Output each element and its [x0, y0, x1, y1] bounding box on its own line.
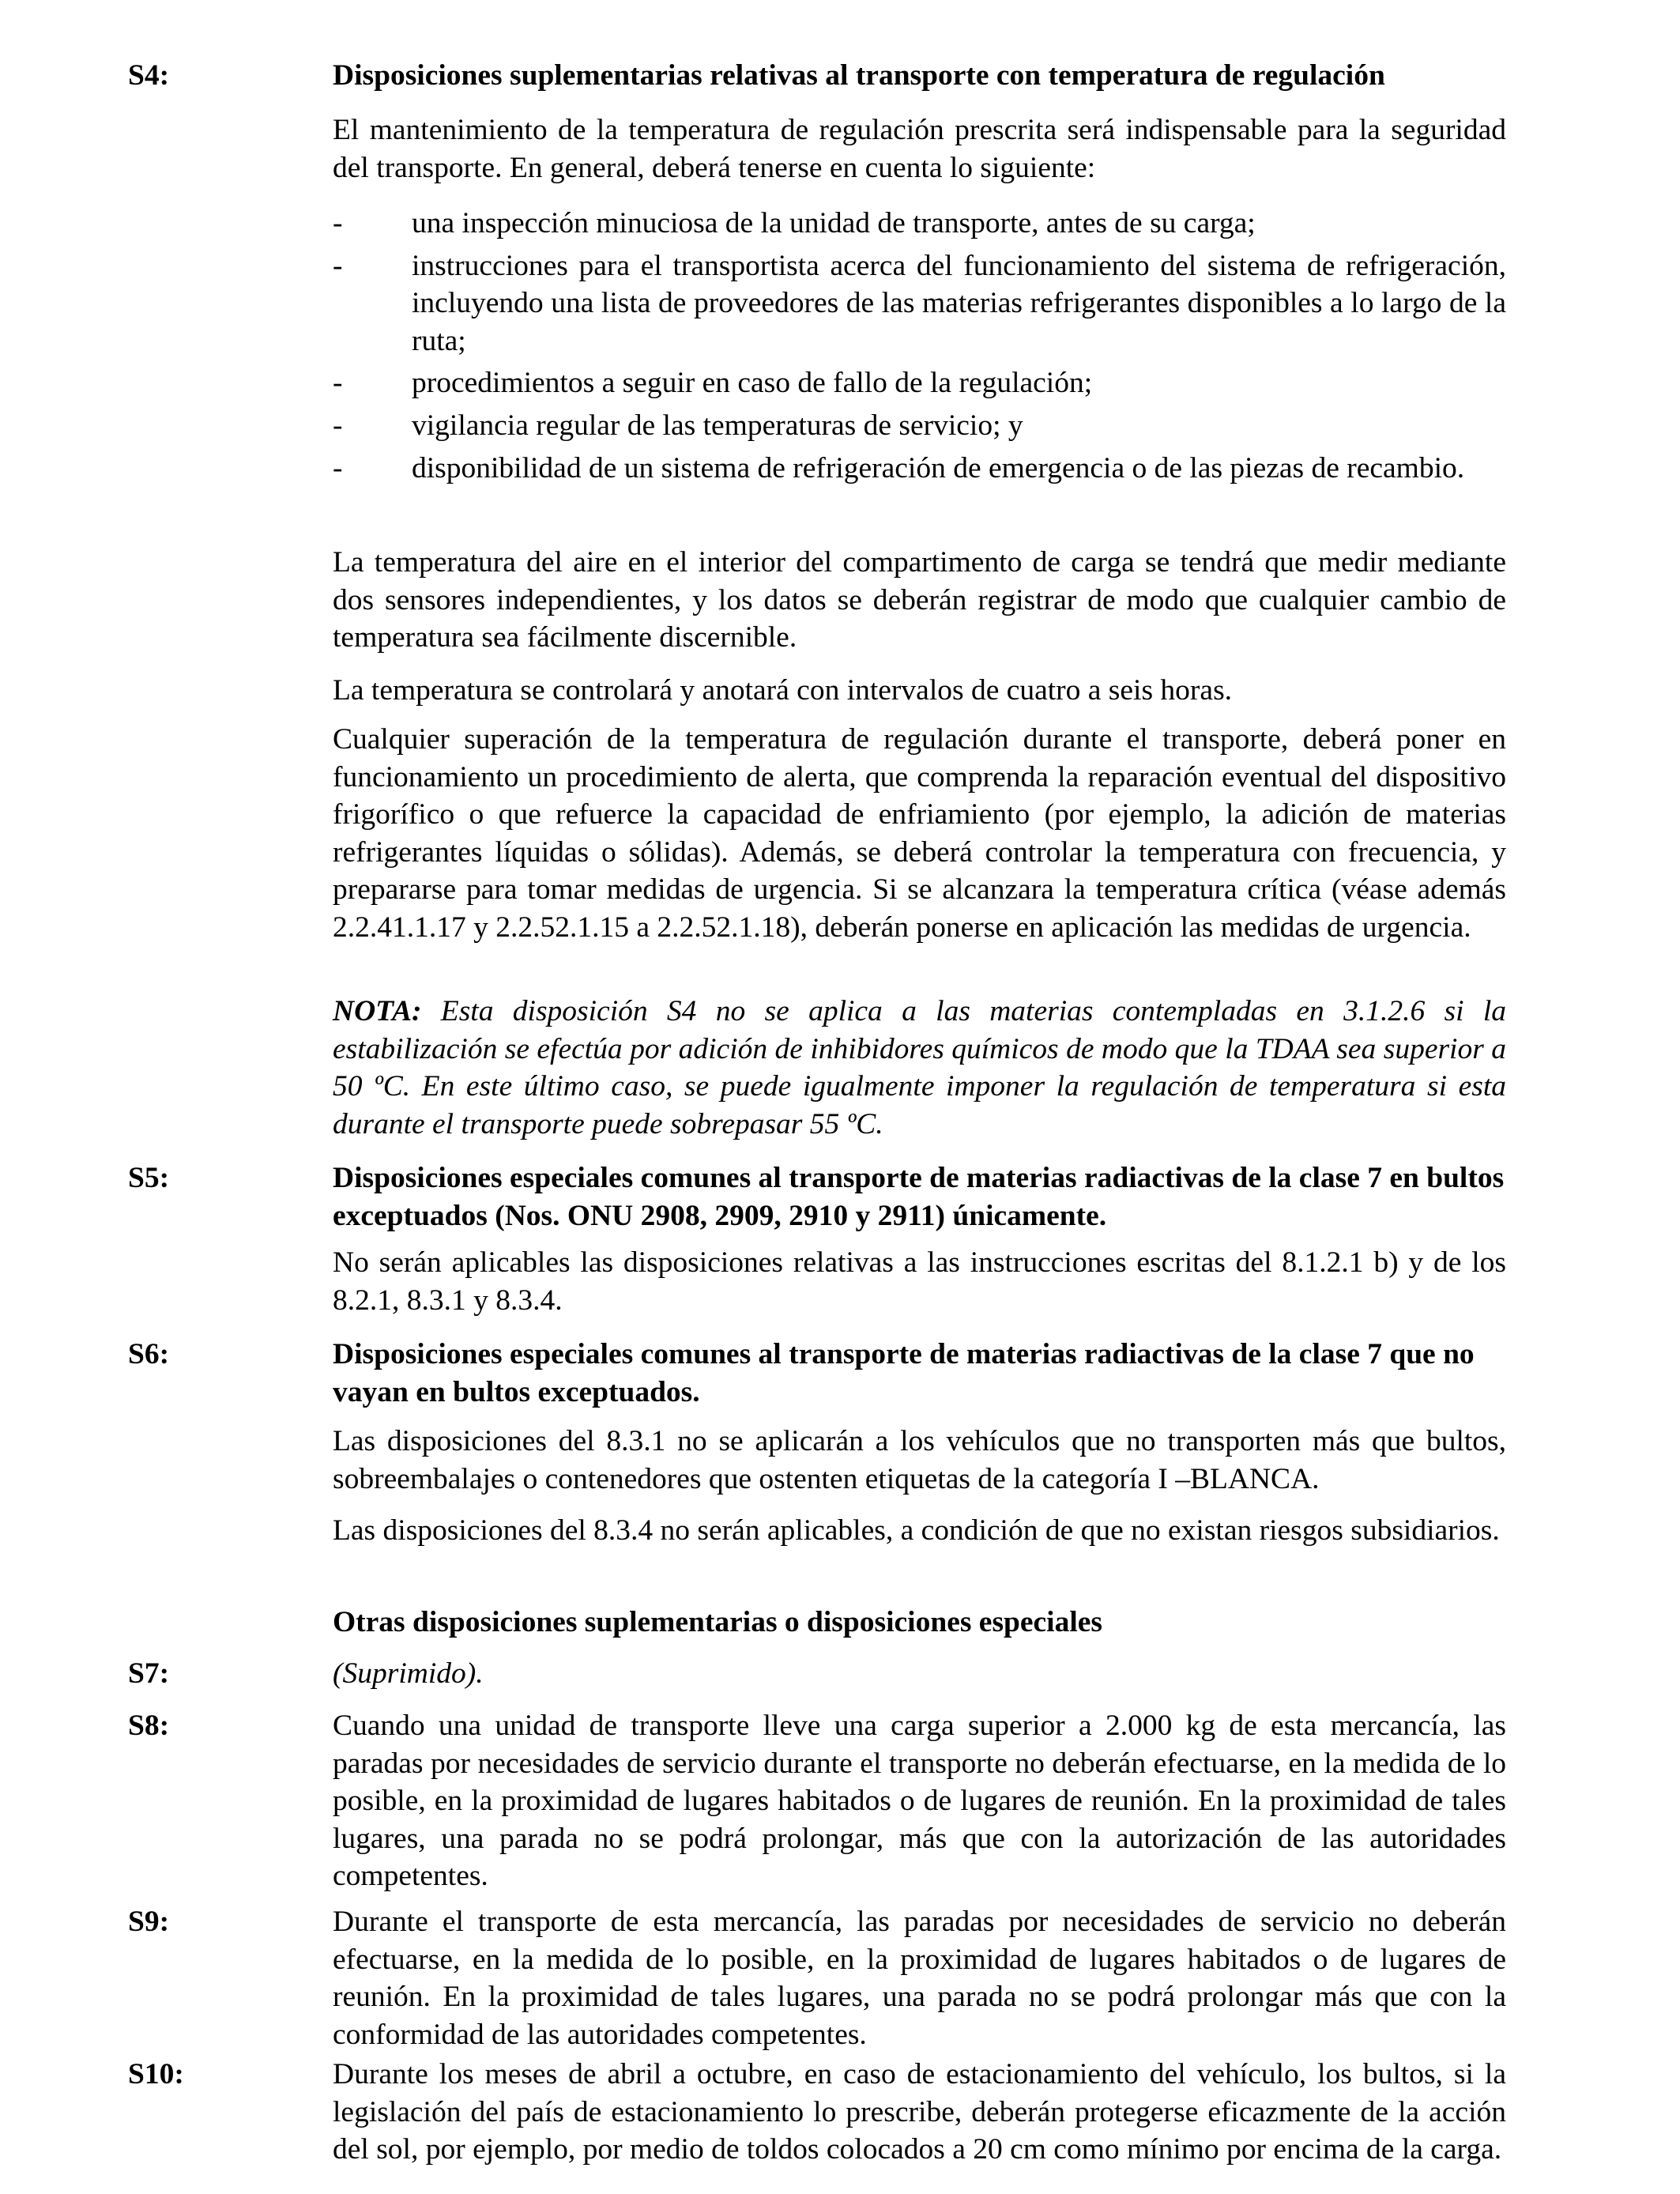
list-item-text: instrucciones para el transportista acerca del funcionamiento del sistema de refrigeración, incluyendo una lista de proveedores de las materias refrigerantes disponibles a lo largo de la ruta; — [412, 249, 1506, 357]
section-text: Durante los meses de abril a octubre, en caso de estacionamiento del vehículo, los bultos, si la legislación del país de estacionamiento lo prescribe, deberán protegerse eficazmente de la acción del sol, por ejemplo, por medio de toldos colocados a 20 cm como mínimo por encima de la carga. — [333, 2058, 1506, 2166]
list-item — [333, 450, 1506, 488]
list-item — [333, 407, 1506, 445]
section-text: Cuando una unidad de transporte lleve una carga superior a 2.000 kg de esta mercancía, las paradas por necesidades de servicio durante el transporte no deberán efectuarse, en la medida de lo posible, en la proximidad de lugares habitados o de lugares de reunión. En la proximidad de tales lugares, una parada no se podrá prolongar, más que con la autorización de las autoridades competentes. — [333, 1710, 1506, 1893]
section-code: S5: — [128, 1162, 170, 1194]
section-heading: Disposiciones suplementarias relativas al transporte con temperatura de regulación — [333, 59, 1385, 92]
section-code: S4: — [128, 59, 170, 92]
section-code: S8: — [128, 1710, 170, 1742]
list-item-text: disponibilidad de un sistema de refrigeración de emergencia o de las piezas de recambio. — [412, 451, 1465, 484]
list-item — [333, 205, 1506, 243]
paragraph: Las disposiciones del 8.3.1 no se aplicarán a los vehículos que no transporten más que bultos, sobreembalajes o contenedores que ostenten etiquetas de la categoría I –BLANCA. — [333, 1425, 1506, 1495]
section-text: Durante el transporte de esta mercancía, las paradas por necesidades de servicio no deberán efectuarse, en la medida de lo posible, en la proximidad de lugares habitados o de lugares de reunión. En la proximidad de tales lugares, una parada no se podrá prolongar más que con la conformidad de las autoridades competentes. — [333, 1906, 1506, 2051]
subsection-heading: Otras disposiciones suplementarias o disposiciones especiales — [333, 1606, 1103, 1638]
paragraph: Cualquier superación de la temperatura de regulación durante el transporte, deberá poner en funcionamiento un procedimiento de alerta, que comprenda la reparación eventual del dispositivo frigorífico o que refuerce la capacidad de enfriamiento (por ejemplo, la adición de materias refrigerantes líquidas o sólidas). Además, se deberá controlar la temperatura con frecuencia, y prepararse para tomar medidas de urgencia. Si se alcanzara la temperatura crítica (véase además 2.2.41.1.17 y 2.2.52.1.15 a 2.2.52.1.18), deberán ponerse en aplicación las medidas de urgencia. — [333, 723, 1506, 944]
list-item — [333, 247, 1506, 360]
bullet-list — [333, 205, 1506, 487]
paragraph: Las disposiciones del 8.3.4 no serán aplicables, a condición de que no existan riesgos subsidiarios. — [333, 1514, 1500, 1547]
section-code: S9: — [128, 1906, 170, 1938]
section-code: S10: — [128, 2058, 184, 2090]
bullet-marker: - — [333, 451, 343, 484]
note-paragraph — [333, 993, 1506, 1143]
list-item-text: una inspección minuciosa de la unidad de transporte, antes de su carga; — [412, 207, 1256, 239]
bullet-marker: - — [333, 249, 343, 282]
bullet-marker: - — [333, 367, 343, 400]
note-text: Esta disposición S4 no se aplica a las materias contempladas en 3.1.2.6 si la estabilización se efectúa por adición de inhibidores químicos de modo que la TDAA sea superior a 50 ºC. En este último caso, se puede igualmente imponer la regulación de temperatura si esta durante el transporte puede sobrepasar 55 ºC. — [333, 995, 1506, 1140]
bullet-marker: - — [333, 207, 343, 239]
list-item-text: vigilancia regular de las temperaturas de servicio; y — [412, 409, 1023, 442]
section-text: (Suprimido). — [333, 1657, 484, 1690]
section-heading: Disposiciones especiales comunes al transporte de materias radiactivas de la clase 7 que no vayan en bultos exceptuados. — [333, 1338, 1475, 1408]
list-item — [333, 364, 1506, 402]
list-item-text: procedimientos a seguir en caso de fallo de la regulación; — [412, 367, 1093, 400]
paragraph: La temperatura se controlará y anotará con intervalos de cuatro a seis horas. — [333, 674, 1233, 707]
paragraph: No serán aplicables las disposiciones relativas a las instrucciones escritas del 8.1.2.1 b) y de los 8.2.1, 8.3.1 y 8.3.4. — [333, 1246, 1506, 1317]
section-code: S6: — [128, 1338, 170, 1370]
note-label: NOTA: — [333, 995, 422, 1027]
paragraph: La temperatura del aire en el interior del compartimento de carga se tendrá que medir mediante dos sensores independientes, y los datos se deberán registrar de modo que cualquier cambio de temperatura sea fácilmente discernible. — [333, 546, 1506, 654]
section-code: S7: — [128, 1657, 170, 1690]
section-heading: Disposiciones especiales comunes al transporte de materias radiactivas de la clase 7 en bultos exceptuados (Nos. ONU 2908, 2909, 2910 y 2911) únicamente. — [333, 1162, 1505, 1232]
paragraph: El mantenimiento de la temperatura de regulación prescrita será indispensable para la seguridad del transporte. En general, deberá tenerse en cuenta lo siguiente: — [333, 114, 1506, 184]
bullet-marker: - — [333, 409, 343, 442]
